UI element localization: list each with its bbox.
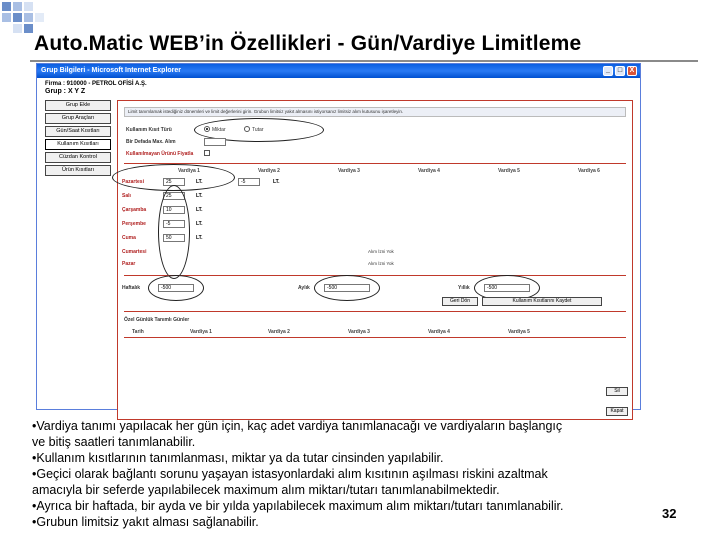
sidebar-item-urun[interactable]: Ürün Kısıtları [45, 165, 111, 176]
sidebar-item-gun-saat[interactable]: Gün/Saat Kısıtları [45, 126, 111, 137]
day-label: Perşembe [122, 221, 146, 227]
col-vardiya-2: Vardiya 2 [258, 168, 280, 174]
note-line: •Kullanım kısıtlarının tanımlanması, miktar ya da tutar cinsinden yapılabilir. [32, 451, 444, 465]
note-line: ve bitiş saatleri tanımlanabilir. [32, 435, 196, 449]
kapat-button[interactable]: Kapat [606, 407, 628, 416]
day-label: Salı [122, 193, 131, 199]
window-titlebar [37, 64, 640, 78]
day-label: Çarşamba [122, 207, 147, 213]
kaydet-button[interactable]: Kullanım Kısıtlarını Kaydet [482, 297, 602, 306]
sidebar-item-kullanim[interactable]: Kullanım Kısıtları [45, 139, 111, 150]
type-tutar-label: Tutar [252, 127, 264, 133]
col-vardiya-5: Vardiya 5 [498, 168, 520, 174]
ozel-col-v3: Vardiya 3 [348, 329, 370, 335]
v1-input[interactable]: 10 [163, 206, 185, 214]
haftalik-input[interactable]: -500 [158, 284, 194, 292]
yillik-input[interactable]: -500 [484, 284, 530, 292]
separator-mid [124, 275, 626, 276]
unlimited-label: Kullanılmayan Ürünü Fiyatla [126, 151, 194, 157]
window-title: Grup Bilgileri - Microsoft Internet Explorer [41, 67, 182, 74]
day-label: Cuma [122, 235, 136, 241]
highlight-haftalik [148, 275, 204, 301]
note-line: •Vardiya tanımı yapılacak her gün için, kaç adet vardiya tanımlanacağı ve vardiyaların başlangıç [32, 419, 563, 433]
note-line: amacıyla bir seferde yapılabilecek maximum alım miktarı/tutarı tanımlanabilmektedir. [32, 483, 500, 497]
unit-label: LT. [196, 235, 203, 241]
window-content [37, 78, 640, 414]
type-label: Kullanım Kısıt Türü [126, 127, 172, 133]
col-vardiya-1: Vardiya 1 [178, 168, 200, 174]
page-number: 32 [662, 506, 677, 521]
browser-window [36, 63, 641, 414]
max-input[interactable] [204, 138, 226, 146]
sidebar-item-grup-araclari[interactable]: Grup Araçları [45, 113, 111, 124]
v1-input[interactable]: -5 [163, 220, 185, 228]
unit-label: LT. [196, 193, 203, 199]
sidebar-item-grup-ekle[interactable]: Grup Ekle [45, 100, 111, 111]
highlight-v1-column [158, 185, 190, 279]
minimize-icon[interactable]: _ [603, 66, 613, 76]
day-label: Cumartesi [122, 249, 147, 255]
maximize-icon[interactable]: □ [615, 66, 625, 76]
info-bar: Limit tanımlamak istediğiniz dönemleri ve limit değerlerini girin. Grubun limitsiz yakıt almasını istiyorsanız limitsiz alım kutusunu işaretleyin. [124, 107, 626, 117]
separator-ozel-header [124, 337, 626, 338]
ozel-label: Özel Günlük Tanımlı Günler [124, 317, 190, 323]
unit-label: LT. [196, 207, 203, 213]
ozel-col-tarih: Tarih [132, 329, 144, 335]
slide-notes [32, 418, 652, 530]
alim-yok-label: Alım İzni Yok [368, 249, 394, 254]
col-vardiya-3: Vardiya 3 [338, 168, 360, 174]
type-miktar-label: Miktar [212, 127, 226, 133]
sidebar [45, 100, 111, 178]
max-label: Bir Defada Max. Alım [126, 139, 176, 145]
separator-ozel [124, 311, 626, 312]
title-divider [30, 60, 698, 62]
day-label: Pazar [122, 261, 136, 267]
limits-panel [117, 100, 633, 420]
slide-title: Auto.Matic WEB’in Özellikleri - Gün/Vardiye Limitleme [34, 32, 582, 55]
unit-label: LT. [196, 221, 203, 227]
v1-input[interactable]: 50 [163, 234, 185, 242]
unlimited-checkbox[interactable] [204, 150, 210, 156]
note-line: •Geçici olarak bağlantı sorunu yaşayan istasyonlardaki alım kısıtının aşılması riskini azaltmak [32, 467, 548, 481]
group-label: Grup : X Y Z [45, 88, 86, 95]
sidebar-item-cuzdan[interactable]: Cüzdan Kontrol [45, 152, 111, 163]
v1-input[interactable]: 25 [163, 192, 185, 200]
aylik-input[interactable]: -500 [324, 284, 370, 292]
col-vardiya-4: Vardiya 4 [418, 168, 440, 174]
firm-label: Firma : 910000 - PETROL OFİSİ A.Ş. [45, 81, 147, 87]
haftalik-label: Haftalık [122, 285, 141, 291]
v2-input[interactable]: -5 [238, 178, 260, 186]
unit-label: LT. [273, 179, 280, 185]
ozel-col-v4: Vardiya 4 [428, 329, 450, 335]
alim-yok-label: Alım İzni Yok [368, 261, 394, 266]
note-line: •Ayrıca bir haftada, bir ayda ve bir yılda yapılabilecek maximum alım miktarı/tutarı tanımlanabilir. [32, 499, 564, 513]
day-label: Pazartesi [122, 179, 144, 185]
sil-button[interactable]: Sil [606, 387, 628, 396]
ozel-col-v5: Vardiya 5 [508, 329, 530, 335]
geri-button[interactable]: Geri Dön [442, 297, 478, 306]
aylik-label: Aylık [298, 285, 310, 291]
close-icon[interactable]: X [627, 66, 637, 76]
yillik-label: Yıllık [458, 285, 470, 291]
col-vardiya-6: Vardiya 6 [578, 168, 600, 174]
separator-top [124, 163, 626, 164]
unit-label: LT. [196, 179, 203, 185]
note-line: •Grubun limitsiz yakıt alması sağlanabilir. [32, 515, 259, 529]
ozel-col-v2: Vardiya 2 [268, 329, 290, 335]
v1-input[interactable]: 25 [163, 178, 185, 186]
highlight-aylik [314, 275, 380, 301]
ozel-col-v1: Vardiya 1 [190, 329, 212, 335]
